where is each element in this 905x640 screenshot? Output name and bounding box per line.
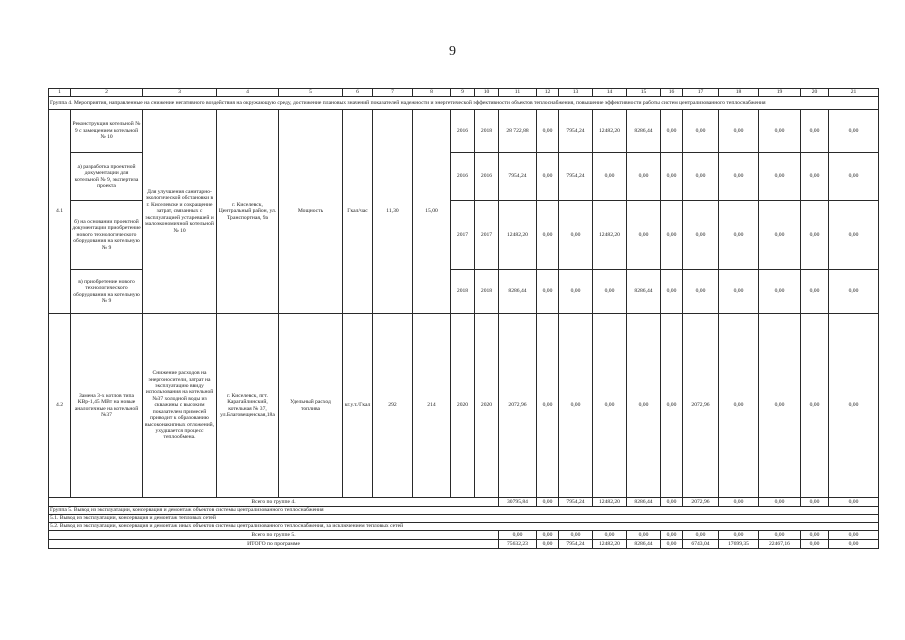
cell: 0,00: [719, 153, 759, 201]
cell: 2016: [475, 153, 499, 201]
cell: 12482,20: [593, 201, 627, 270]
section-5-1-row: [49, 515, 879, 523]
cell: 0,00: [537, 201, 559, 270]
item-parameter: Мощность: [279, 110, 343, 314]
cell: 0,00: [661, 153, 683, 201]
group4-title: Группа 4. Мероприятия, направленные на снижение негативного воздействия на окружающую среду, достижение плановых значений показателей надежности и энергетической эффективности объектов теплоснабжения, повышение эффективности работы систем централизованного теплоснабжения: [49, 97, 879, 110]
cell: 0,00: [801, 314, 829, 498]
cell: 0,00: [559, 531, 593, 540]
col-number: 21: [829, 89, 879, 97]
cell: 0,00: [801, 531, 829, 540]
item-number: 4.1: [49, 110, 71, 314]
cell: 0,00: [719, 201, 759, 270]
value-after: 15,00: [413, 110, 451, 314]
cell: 0,00: [537, 270, 559, 314]
cell: 8286,44: [499, 270, 537, 314]
cell: 0,00: [683, 153, 719, 201]
column-number-row: [49, 89, 879, 97]
cell: 12482,20: [593, 540, 627, 549]
cell: 0,00: [627, 531, 661, 540]
cell: 0,00: [829, 314, 879, 498]
col-number: 13: [559, 89, 593, 97]
cell: 0,00: [559, 201, 593, 270]
col-number: 20: [801, 89, 829, 97]
cell: 0,00: [719, 498, 759, 507]
item-unit: кг.у.т./Гкал: [343, 314, 373, 498]
cell: 2016: [451, 153, 475, 201]
cell: 0,00: [627, 153, 661, 201]
cell: 0,00: [661, 110, 683, 153]
cell: 2018: [475, 110, 499, 153]
cell: 30795,84: [499, 498, 537, 507]
cell: 0,00: [627, 201, 661, 270]
col-number: 16: [661, 89, 683, 97]
cell: 2020: [475, 314, 499, 498]
cell: 0,00: [661, 540, 683, 549]
cell: 0,00: [829, 110, 879, 153]
cell: 8286,44: [627, 110, 661, 153]
cell: 0,00: [593, 270, 627, 314]
item-name: а) разработка проектной документации для котельной № 9, экспертиза проекта: [71, 153, 143, 201]
cell: 0,00: [719, 110, 759, 153]
value-after: 214: [413, 314, 451, 498]
group4-title-row: [49, 97, 879, 110]
group5-title: Группа 5. Вывод из эксплуатации, консервация и демонтаж объектов системы централизованного теплоснабжения: [49, 507, 879, 515]
cell: 0,00: [537, 540, 559, 549]
cell: 7954,24: [559, 110, 593, 153]
page-number: 9: [449, 44, 456, 59]
cell: 0,00: [759, 531, 801, 540]
cell: 8286,44: [627, 270, 661, 314]
col-number: 19: [759, 89, 801, 97]
cell: 0,00: [537, 498, 559, 507]
cell: 0,00: [829, 201, 879, 270]
cell: 0,00: [661, 531, 683, 540]
cell: 0,00: [499, 531, 537, 540]
cell: 12482,20: [499, 201, 537, 270]
cell: 28 722,88: [499, 110, 537, 153]
cell: 0,00: [829, 270, 879, 314]
section-5-1-title: 5.1. Вывод из эксплуатации, консервация и демонтаж тепловых сетей: [49, 515, 879, 523]
col-number: 7: [373, 89, 413, 97]
cell: 12482,20: [593, 110, 627, 153]
cell: 2017: [451, 201, 475, 270]
cell: 2018: [475, 270, 499, 314]
value-before: 292: [373, 314, 413, 498]
cell: 75632,23: [499, 540, 537, 549]
cell: 0,00: [661, 201, 683, 270]
cell: 0,00: [759, 270, 801, 314]
cell: 2072,96: [683, 314, 719, 498]
cell: 0,00: [759, 201, 801, 270]
cell: 2020: [451, 314, 475, 498]
grand-total-label: ИТОГО по программе: [49, 540, 499, 549]
col-number: 14: [593, 89, 627, 97]
cell: 0,00: [661, 314, 683, 498]
cell: 22467,16: [759, 540, 801, 549]
col-number: 9: [451, 89, 475, 97]
col-number: 12: [537, 89, 559, 97]
item-purpose: Снижение расходов на энергоносители, затрат на эксплуатацию ввиду использования на котельной №37 холодной воды из скважины с высоким показателем примесей приводит к образованию высоконакипных отложений, ухудшается процесс теплообмена.: [143, 314, 217, 498]
item-parameter: Удельный расход топлива: [279, 314, 343, 498]
cell: 0,00: [759, 498, 801, 507]
section-5-2-row: [49, 523, 879, 531]
cell: 0,00: [537, 153, 559, 201]
cell: 2016: [451, 110, 475, 153]
item-purpose: Для улучшения санитарно-экологической обстановки в г. Киселевске и сокращение затрат, связанных с эксплуатацией устаревшей и малоэкономичной котельной № 10: [143, 110, 217, 314]
col-number: 5: [279, 89, 343, 97]
col-number: 10: [475, 89, 499, 97]
cell: 0,00: [661, 270, 683, 314]
cell: 7954,24: [559, 540, 593, 549]
col-number: 6: [343, 89, 373, 97]
cell: 0,00: [719, 270, 759, 314]
cell: 12482,20: [593, 498, 627, 507]
col-number: 1: [49, 89, 71, 97]
cell: 0,00: [593, 314, 627, 498]
value-before: 11,30: [373, 110, 413, 314]
cell: 8286,44: [627, 498, 661, 507]
cell: 0,00: [801, 153, 829, 201]
cell: 0,00: [801, 201, 829, 270]
group5-title-row: [49, 507, 879, 515]
grand-total-row: [49, 540, 879, 549]
col-number: 11: [499, 89, 537, 97]
cell: 0,00: [627, 314, 661, 498]
cell: 0,00: [759, 110, 801, 153]
cell: 7954,24: [499, 153, 537, 201]
item-number: 4.2: [49, 314, 71, 498]
cell: 17699,35: [719, 540, 759, 549]
table-row: [49, 314, 879, 498]
cell: 0,00: [661, 498, 683, 507]
item-name: в) приобретение нового технологического оборудования на котельную № 9: [71, 270, 143, 314]
cell: 0,00: [559, 314, 593, 498]
cell: 0,00: [801, 270, 829, 314]
investment-program-table: [48, 88, 879, 549]
col-number: 3: [143, 89, 217, 97]
cell: 0,00: [683, 201, 719, 270]
cell: 6743,04: [683, 540, 719, 549]
cell: 0,00: [829, 540, 879, 549]
cell: 0,00: [683, 270, 719, 314]
item-location: г. Киселевск, пгт. Карагайлинский, котельная № 37, ул.Благовещенская,18а: [217, 314, 279, 498]
cell: 0,00: [801, 540, 829, 549]
cell: 2072,96: [683, 498, 719, 507]
cell: 0,00: [759, 153, 801, 201]
cell: 0,00: [829, 531, 879, 540]
cell: 0,00: [537, 110, 559, 153]
group4-total-row: [49, 498, 879, 507]
total-label: Всего по группе 5.: [49, 531, 499, 540]
cell: 0,00: [801, 498, 829, 507]
cell: 2018: [451, 270, 475, 314]
col-number: 2: [71, 89, 143, 97]
item-location: г. Киселевск, Центральный район, ул. Транспортная, 9а: [217, 110, 279, 314]
table-row: [49, 110, 879, 153]
col-number: 18: [719, 89, 759, 97]
cell: 0,00: [719, 531, 759, 540]
cell: 2072,96: [499, 314, 537, 498]
cell: 0,00: [593, 153, 627, 201]
cell: 8286,44: [627, 540, 661, 549]
cell: 0,00: [593, 531, 627, 540]
cell: 0,00: [559, 270, 593, 314]
cell: 2017: [475, 201, 499, 270]
col-number: 15: [627, 89, 661, 97]
item-unit: Гкал/час: [343, 110, 373, 314]
cell: 0,00: [537, 314, 559, 498]
col-number: 4: [217, 89, 279, 97]
col-number: 8: [413, 89, 451, 97]
cell: 0,00: [683, 110, 719, 153]
cell: 0,00: [719, 314, 759, 498]
item-name: б) на основании проектной документации приобретение нового технологического оборудования на котельную № 9: [71, 201, 143, 270]
col-number: 17: [683, 89, 719, 97]
item-name: Реконструкция котельной № 9 с замещением котельной № 10: [71, 110, 143, 153]
cell: 0,00: [759, 314, 801, 498]
group5-total-row: [49, 531, 879, 540]
cell: 0,00: [829, 498, 879, 507]
cell: 7954,24: [559, 498, 593, 507]
section-5-2-title: 5.2. Вывод из эксплуатации, консервация и демонтаж иных объектов системы централизованного теплоснабжения, за исключением тепловых сетей: [49, 523, 879, 531]
cell: 0,00: [829, 153, 879, 201]
total-label: Всего по группе 4.: [49, 498, 499, 507]
cell: 0,00: [683, 531, 719, 540]
cell: 0,00: [801, 110, 829, 153]
cell: 0,00: [537, 531, 559, 540]
cell: 7954,24: [559, 153, 593, 201]
item-name: Замена 3-х котлов типа КВр-1,45 МВт на новые аналогичные на котельной №37: [71, 314, 143, 498]
